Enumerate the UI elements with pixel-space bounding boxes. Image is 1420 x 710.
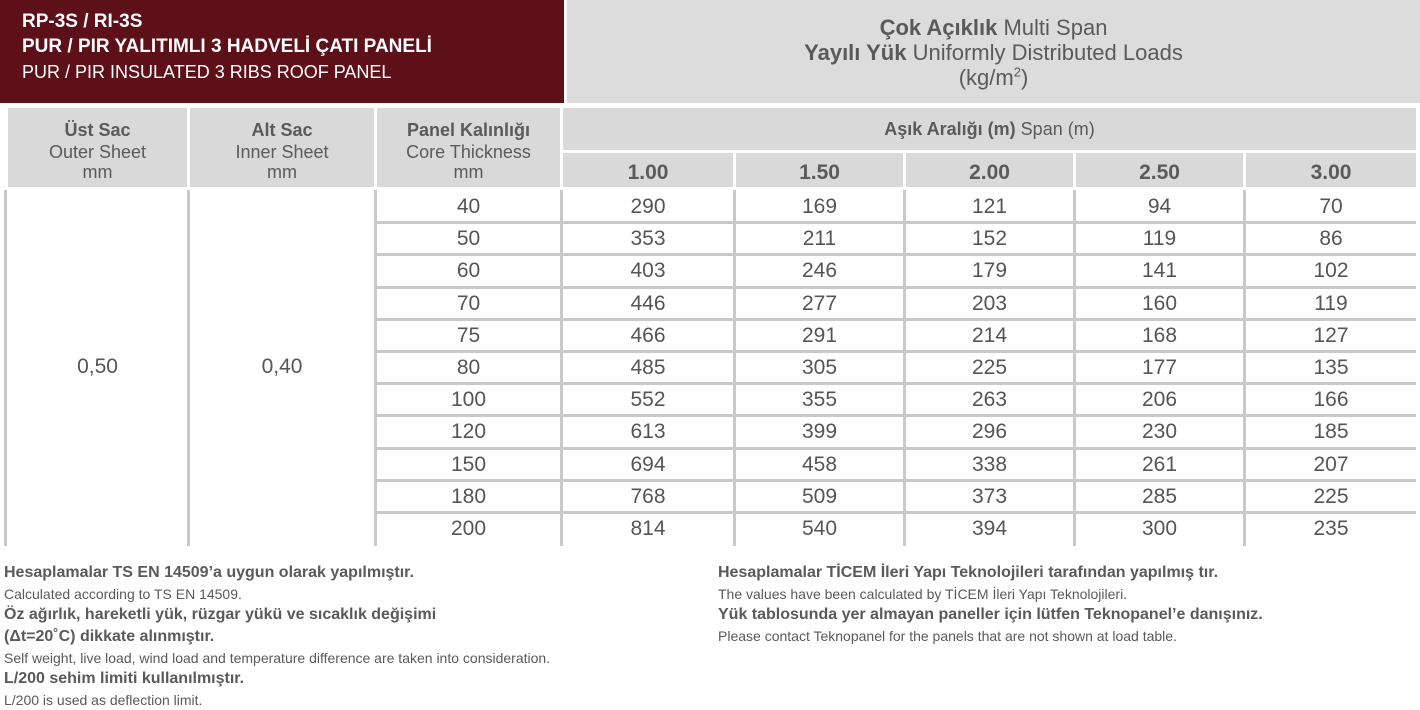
note-contact-en: Please contact Teknopanel for the panels that are not shown at load table. — [718, 628, 1177, 644]
core-thickness-unit: mm — [453, 162, 484, 182]
load-unit — [567, 65, 1420, 90]
load-value-cell: 119 — [1314, 291, 1348, 315]
span-column-header: 1.50 — [736, 153, 903, 187]
load-value-cell: 225 — [971, 356, 1008, 379]
load-table — [4, 105, 1416, 546]
load-type-en: Uniformly Distributed Loads — [912, 40, 1183, 65]
load-value-cell: 394 — [971, 517, 1008, 540]
load-value-cell: 458 — [801, 452, 838, 476]
note-loads: Öz ağırlık, hareketli yük, rüzgar yükü ve sıcaklık değişimi — [4, 606, 437, 623]
load-value-cell: 141 — [1141, 259, 1178, 283]
span-column-header: 1.00 — [563, 153, 733, 187]
note-loads-cont: (Δt=20˚C) dikkate alınmıştır. — [4, 628, 215, 645]
load-value-cell: 353 — [630, 227, 666, 251]
load-value-cell: 261 — [1141, 452, 1178, 476]
load-value-cell: 694 — [630, 452, 666, 476]
load-value-cell: 94 — [1147, 195, 1172, 218]
core-thickness-cell: 180 — [450, 484, 487, 508]
load-value-cell: 355 — [801, 388, 838, 412]
span-header-tr: Aşık Aralığı (m) — [884, 119, 1016, 139]
outer-sheet-header — [8, 108, 187, 187]
load-value-cell: 166 — [1313, 388, 1349, 412]
load-value-cell: 403 — [630, 259, 666, 283]
core-thickness-cell: 60 — [456, 259, 481, 283]
load-value-cell: 338 — [971, 452, 1008, 476]
load-value-cell: 70 — [1319, 195, 1343, 218]
load-value-cell: 207 — [1313, 452, 1349, 476]
outer-sheet-value: 0,50 — [77, 355, 118, 378]
note-calculation-en: The values have been calculated by TİCEM İleri Yapı Teknolojileri. — [718, 586, 1128, 602]
column-divider — [187, 190, 190, 546]
load-value-cell: 206 — [1141, 388, 1178, 412]
load-value-cell: 152 — [971, 227, 1008, 251]
inner-sheet-tr: Alt Sac — [251, 120, 313, 140]
load-value-cell: 373 — [971, 484, 1008, 508]
span-column-header: 3.00 — [1246, 153, 1416, 187]
column-divider — [733, 190, 736, 546]
column-divider — [1243, 190, 1246, 546]
load-value-cell: 485 — [630, 356, 666, 379]
load-value-cell: 768 — [630, 484, 666, 508]
load-value-cell: 296 — [971, 420, 1008, 444]
load-value-cell: 277 — [801, 291, 838, 315]
load-value-cell: 102 — [1313, 259, 1349, 283]
column-divider — [1073, 190, 1076, 546]
load-value-cell: 509 — [801, 484, 838, 508]
load-type-line — [567, 40, 1420, 65]
core-thickness-cell: 80 — [456, 356, 481, 379]
load-value-cell: 305 — [801, 356, 838, 379]
core-thickness-cell: 40 — [456, 195, 481, 218]
load-value-cell: 613 — [630, 420, 666, 444]
span-type-en: Multi Span — [1003, 15, 1108, 40]
load-value-cell: 540 — [801, 517, 838, 540]
table-border-left — [4, 190, 7, 546]
load-value-cell: 225 — [1313, 484, 1349, 508]
column-divider — [374, 190, 377, 546]
note-deflection-en: L/200 is used as deflection limit. — [4, 692, 203, 708]
column-divider — [903, 190, 906, 546]
core-thickness-cell: 150 — [450, 452, 487, 476]
span-column-header: 2.50 — [1076, 153, 1243, 187]
load-value-cell: 211 — [802, 227, 837, 251]
load-value-cell: 119 — [1142, 227, 1177, 251]
load-value-cell: 814 — [630, 517, 666, 540]
load-value-cell: 263 — [971, 388, 1008, 412]
load-value-cell: 135 — [1313, 356, 1349, 379]
load-value-cell: 169 — [801, 195, 838, 218]
load-value-cell: 214 — [971, 323, 1008, 347]
outer-sheet-unit: mm — [82, 162, 113, 182]
inner-sheet-value: 0,40 — [261, 355, 303, 378]
core-thickness-cell: 200 — [450, 517, 487, 540]
core-thickness-cell: 70 — [456, 291, 481, 315]
span-header-en: Span (m) — [1020, 119, 1095, 139]
load-value-cell: 179 — [971, 259, 1008, 283]
load-value-cell: 168 — [1141, 323, 1178, 347]
core-thickness-en: Core Thickness — [406, 142, 531, 162]
note-calculation: Hesaplamalar TİCEM İleri Yapı Teknolojileri tarafından yapılmış tır. — [718, 564, 1219, 581]
outer-sheet-tr: Üst Sac — [64, 120, 131, 140]
load-value-cell: 300 — [1141, 517, 1178, 540]
note-standard-en: Calculated according to TS EN 14509. — [4, 586, 242, 602]
note-standard: Hesaplamalar TS EN 14509’a uygun olarak yapılmıştır. — [4, 564, 414, 581]
title-banner — [0, 0, 564, 103]
note-loads-en: Self weight, live load, wind load and temperature difference are taken into consideration. — [4, 650, 551, 666]
core-thickness-cell: 75 — [456, 323, 481, 347]
load-value-cell: 235 — [1313, 517, 1349, 540]
inner-sheet-header — [190, 108, 374, 187]
load-value-cell: 446 — [630, 291, 666, 315]
inner-sheet-unit: mm — [267, 162, 297, 182]
span-header — [563, 108, 1416, 150]
core-thickness-header — [377, 108, 560, 187]
notes-right — [718, 562, 1263, 646]
span-type-tr: Çok Açıklık — [879, 15, 998, 40]
load-value-cell: 230 — [1141, 420, 1178, 444]
load-type-tr: Yayılı Yük — [804, 40, 907, 65]
outer-sheet-en: Outer Sheet — [48, 142, 147, 162]
load-value-cell: 203 — [971, 291, 1008, 315]
load-value-cell: 185 — [1313, 420, 1349, 444]
note-deflection: L/200 sehim limiti kullanılmıştır. — [4, 670, 245, 687]
product-title-tr: PUR / PIR YALITIMLI 3 HADVELİ ÇATI PANELİ — [22, 36, 432, 57]
load-value-cell: 285 — [1141, 484, 1178, 508]
product-title-en: PUR / PIR INSULATED 3 RIBS ROOF PANEL — [22, 62, 392, 82]
notes-left — [4, 562, 550, 710]
core-thickness-cell: 50 — [456, 227, 481, 251]
core-thickness-cell: 100 — [450, 388, 487, 412]
load-type-header — [567, 0, 1420, 103]
note-contact: Yük tablosunda yer almayan paneller için lütfen Teknopanel’e danışınız. — [718, 606, 1263, 623]
load-value-cell: 399 — [801, 420, 838, 444]
load-value-cell: 466 — [630, 323, 666, 347]
span-column-header: 2.00 — [906, 153, 1073, 187]
load-value-cell: 127 — [1313, 323, 1349, 347]
load-value-cell: 86 — [1319, 227, 1343, 251]
column-divider — [560, 190, 563, 546]
load-value-cell: 177 — [1141, 356, 1178, 379]
product-code: RP-3S / RI-3S — [22, 11, 143, 32]
span-type-line — [567, 15, 1420, 40]
core-thickness-tr: Panel Kalınlığı — [406, 120, 531, 140]
load-value-cell: 290 — [630, 195, 666, 218]
load-value-cell: 121 — [971, 195, 1008, 218]
unit-main: (kg/m — [958, 65, 1014, 90]
unit-sup: 2 — [1013, 64, 1021, 80]
load-value-cell: 246 — [801, 259, 838, 283]
core-thickness-cell: 120 — [450, 420, 487, 444]
load-value-cell: 552 — [630, 388, 666, 412]
unit-end: ) — [1020, 65, 1029, 90]
load-value-cell: 160 — [1141, 291, 1178, 315]
load-value-cell: 291 — [801, 323, 838, 347]
inner-sheet-en: Inner Sheet — [235, 142, 329, 162]
